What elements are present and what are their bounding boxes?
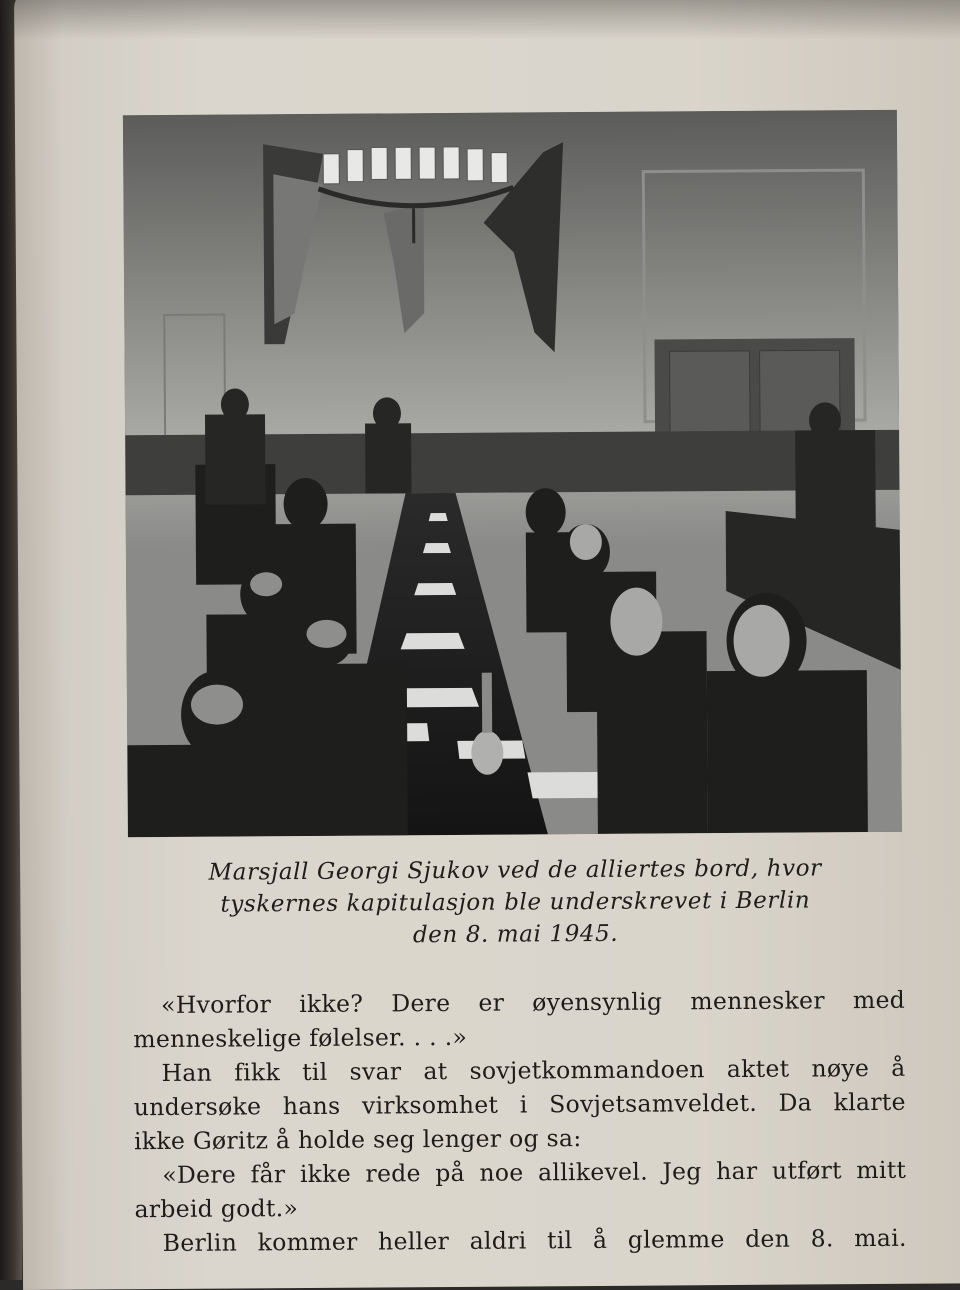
photograph-icon <box>123 110 902 837</box>
caption-line: den 8. mai 1945. <box>129 916 903 953</box>
text-line: «Dere får ikke rede på noe allikevel. Jeg har utført mitt <box>134 1154 906 1193</box>
text-line: ikke Gøritz å holde seg lenger og sa: <box>134 1120 906 1159</box>
text-line: arbeid godt.» <box>134 1188 906 1227</box>
caption-line: tyskernes kapitulasjon ble underskrevet i Berlin <box>128 884 902 921</box>
text-line: «Hvorfor ikke? Dere er øyensynlig mennesker med <box>133 984 905 1023</box>
text-line: Berlin kommer heller aldri til å glemme den 8. mai. <box>135 1222 907 1261</box>
book-page <box>14 0 960 1290</box>
caption-line: Marsjall Georgi Sjukov ved de alliertes bord, hvor <box>128 852 902 889</box>
text-line: Han fikk til svar at sovjetkommandoen aktet nøye å <box>133 1052 905 1091</box>
text-line: undersøke hans virksomhet i Sovjetsamveldet. Da klarte <box>134 1086 906 1125</box>
photograph <box>123 110 902 837</box>
body-text <box>133 984 907 1261</box>
text-line: menneskelige følelser. . . .» <box>133 1018 905 1057</box>
page-shadow <box>0 0 960 40</box>
photo-caption <box>128 852 903 953</box>
